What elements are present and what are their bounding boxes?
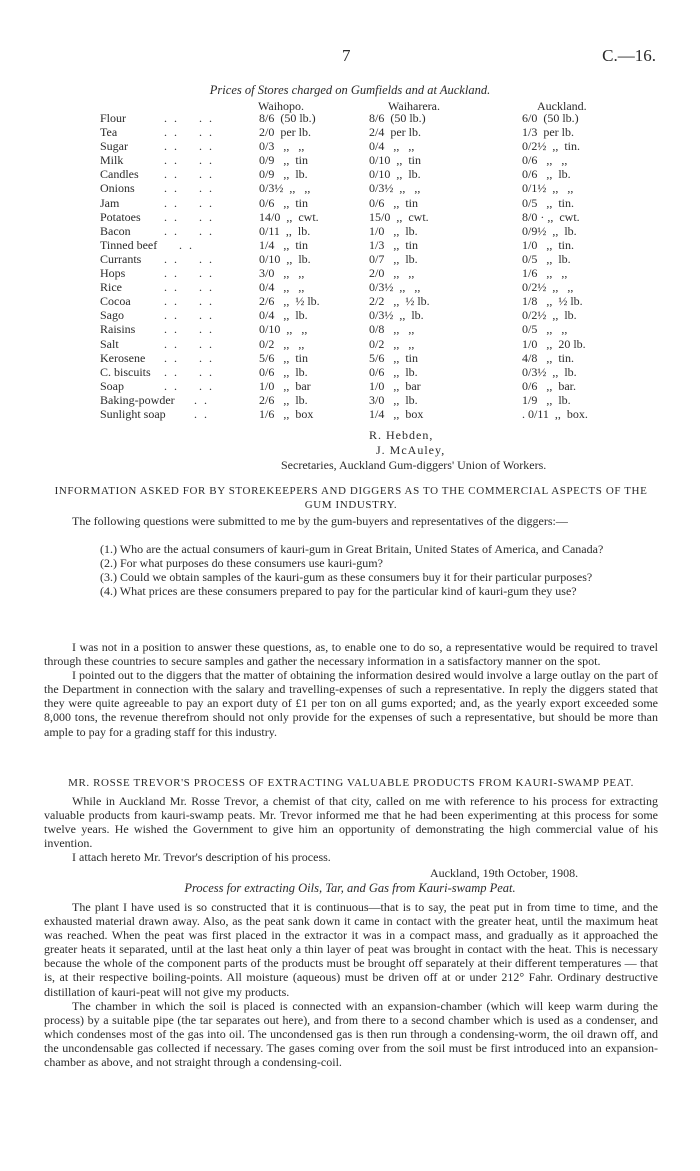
price-waihopo: 3/0 ,, ,,: [259, 266, 305, 281]
leader-dots: . . . .: [164, 223, 214, 238]
table-row: [0, 294, 700, 308]
leader-dots: . . . .: [164, 251, 214, 266]
price-waiharera: 2/0 ,, ,,: [369, 266, 415, 281]
price-waiharera: 0/10 ,, lb.: [369, 167, 421, 182]
table-row: [0, 407, 700, 421]
item-name: Tea: [100, 125, 118, 140]
price-waihopo: 1/4 ,, tin: [259, 237, 309, 252]
price-waihopo: 0/6 ,, tin: [259, 195, 309, 210]
item-name: Cocoa: [100, 294, 131, 309]
price-waihopo: 0/4 ,, lb.: [259, 308, 308, 323]
table-row: [0, 238, 700, 252]
document-reference: C.—16.: [602, 46, 656, 65]
price-waiharera: 1/4 ,, box: [369, 406, 424, 421]
page-number: 7: [342, 46, 351, 65]
table-title: Prices of Stores charged on Gumfields and at Auckland.: [209, 83, 491, 97]
item-name: Rice: [100, 280, 122, 295]
price-auckland: 0/9½ ,, lb.: [522, 223, 577, 238]
leader-dots: . . . .: [164, 280, 214, 295]
price-waiharera: 0/6 ,, lb.: [369, 364, 418, 379]
item-name: Milk: [100, 153, 124, 168]
section-heading-information: INFORMATION ASKED FOR BY STOREKEEPERS AND DIGGERS AS TO THE COMMERCIAL ASPECTS OF THE GUM INDUSTRY.: [54, 485, 648, 512]
table-row: [0, 139, 700, 153]
leader-dots: . .: [164, 406, 209, 421]
item-name: Tinned beef: [100, 237, 158, 252]
table-row: [0, 365, 700, 379]
leader-dots: . . . .: [164, 294, 214, 309]
price-auckland: 0/5 ,, lb.: [522, 251, 571, 266]
paragraph-block-3: [44, 900, 658, 1069]
price-auckland: . 0/11 ,, box.: [522, 406, 588, 421]
price-auckland: 0/2½ ,, tin.: [522, 139, 581, 154]
column-header-waiharera: Waiharera.: [388, 99, 440, 113]
price-auckland: 1/9 ,, lb.: [522, 392, 571, 407]
table-row: [0, 308, 700, 322]
price-waiharera: 0/3½ ,, lb.: [369, 308, 424, 323]
price-waihopo: 5/6 ,, tin: [259, 350, 309, 365]
table-row: [0, 379, 700, 393]
price-waihopo: 14/0 ,, cwt.: [259, 209, 319, 224]
price-waiharera: 2/2 ,, ½ lb.: [369, 294, 430, 309]
price-waiharera: 0/10 ,, tin: [369, 153, 422, 168]
price-waihopo: 0/6 ,, lb.: [259, 364, 308, 379]
price-waiharera: 0/8 ,, ,,: [369, 322, 415, 337]
price-auckland: 0/6 ,, ,,: [522, 153, 568, 168]
price-auckland: 0/3½ ,, lb.: [522, 364, 577, 379]
table-row: [0, 280, 700, 294]
price-waihopo: 0/4 ,, ,,: [259, 280, 305, 295]
signature-title: Secretaries, Auckland Gum-diggers' Union of Workers.: [281, 458, 547, 472]
price-waiharera: 3/0 ,, lb.: [369, 392, 418, 407]
signature-name-mcauley: J. McAuley,: [376, 443, 446, 457]
table-row: [0, 196, 700, 210]
paragraph-not-in-position: I was not in a position to answer these questions, as, to enable one to do so, a representative would be required to travel through these countries to secure samples and gather the necessary information in a satisfactory manner on the spot.: [44, 640, 658, 669]
price-auckland: 0/2½ ,, lb.: [522, 308, 577, 323]
price-auckland: 8/0 · ,, cwt.: [522, 209, 580, 224]
table-row: [0, 224, 700, 238]
table-row: [0, 111, 700, 125]
price-waiharera: 0/4 ,, ,,: [369, 139, 415, 154]
price-waihopo: 0/10 ,, ,,: [259, 322, 308, 337]
price-waihopo: 2/0 per lb.: [259, 125, 311, 140]
price-waiharera: 5/6 ,, tin: [369, 350, 419, 365]
process-subtitle: Process for extracting Oils, Tar, and Gas from Kauri-swamp Peat.: [184, 881, 516, 895]
leader-dots: . . . .: [164, 195, 214, 210]
price-auckland: 1/8 ,, ½ lb.: [522, 294, 583, 309]
item-name: Bacon: [100, 223, 131, 238]
table-row: [0, 393, 700, 407]
item-name: Sunlight soap: [100, 406, 166, 421]
item-name: Baking-powder: [100, 392, 175, 407]
price-waiharera: 1/0 ,, lb.: [369, 223, 418, 238]
column-header-waihopo: Waihopo.: [258, 99, 305, 113]
price-waiharera: 0/6 ,, tin: [369, 195, 419, 210]
paragraph-chamber: The chamber in which the soil is placed is connected with an expansion-chamber (which will keep warm during the process) by a suitable pipe (the tar separates out here), and from there to a second chamber which is used as a condenser, and which condenses most of the gas into oil. The uncondensed gas is then run through a condensing-worm, the oil drawn off, and the uncondensable gas collected if necessary. The gases coming over from the soil must be first introduced into an expansion-chamber as above, and not straight through a condensing-coil.: [44, 998, 658, 1070]
table-row: [0, 322, 700, 336]
leader-dots: . . . .: [164, 266, 214, 281]
item-name: Jam: [100, 195, 120, 210]
price-waihopo: 0/3½ ,, ,,: [259, 181, 311, 196]
price-auckland: 1/0 ,, tin.: [522, 237, 575, 252]
paragraph-intro: [44, 514, 658, 528]
item-name: Raisins: [100, 322, 136, 337]
table-row: [0, 210, 700, 224]
leader-dots: . . . .: [164, 378, 214, 393]
column-header-auckland: Auckland.: [537, 99, 587, 113]
price-waiharera: 8/6 (50 lb.): [369, 111, 426, 125]
price-waiharera: 0/3½ ,, ,,: [369, 280, 421, 295]
item-name: Salt: [100, 336, 119, 351]
leader-dots: . . . .: [164, 350, 214, 365]
item-name: Hops: [100, 266, 126, 281]
letter-date: Auckland, 19th October, 1908.: [430, 866, 579, 880]
leader-dots: . . . .: [164, 153, 214, 168]
item-name: Candles: [100, 167, 139, 182]
price-waihopo: 0/3 ,, ,,: [259, 139, 305, 154]
item-name: Potatoes: [100, 209, 141, 224]
question-list: [100, 542, 658, 598]
price-waiharera: 1/3 ,, tin: [369, 237, 419, 252]
leader-dots: . .: [164, 392, 209, 407]
price-waihopo: 1/0 ,, bar: [259, 378, 311, 393]
table-row: [0, 351, 700, 365]
price-auckland: 1/3 per lb.: [522, 125, 574, 140]
paragraph-block-2: [44, 794, 658, 864]
price-table: [0, 111, 700, 421]
price-waiharera: 15/0 ,, cwt.: [369, 209, 429, 224]
price-waihopo: 8/6 (50 lb.): [259, 111, 316, 125]
price-waihopo: 0/2 ,, ,,: [259, 336, 305, 351]
price-waihopo: 0/9 ,, tin: [259, 153, 309, 168]
price-auckland: 1/0 ,, 20 lb.: [522, 336, 586, 351]
price-waihopo: 2/6 ,, ½ lb.: [259, 294, 320, 309]
price-waiharera: 1/0 ,, bar: [369, 378, 421, 393]
price-auckland: 0/6 ,, bar.: [522, 378, 576, 393]
price-auckland: 0/6 ,, lb.: [522, 167, 571, 182]
leader-dots: . . . .: [164, 364, 214, 379]
leader-dots: . . . .: [164, 125, 214, 140]
price-auckland: 6/0 (50 lb.): [522, 111, 579, 125]
leader-dots: . . . .: [164, 139, 214, 154]
question-item: (2.) For what purposes do these consumers use kauri-gum?: [100, 556, 383, 571]
table-row: [0, 252, 700, 266]
price-waihopo: 0/9 ,, lb.: [259, 167, 308, 182]
price-auckland: 0/2½ ,, ,,: [522, 280, 574, 295]
price-waiharera: 0/3½ ,, ,,: [369, 181, 421, 196]
question-item: (1.) Who are the actual consumers of kauri-gum in Great Britain, United States of America, and Canada?: [100, 542, 604, 556]
price-auckland: 0/1½ ,, ,,: [522, 181, 574, 196]
item-name: Onions: [100, 181, 135, 196]
table-row: [0, 153, 700, 167]
question-item: (4.) What prices are these consumers prepared to pay for the particular kind of kauri-gum they use?: [100, 584, 577, 599]
price-auckland: 0/5 ,, ,,: [522, 322, 568, 337]
paragraph-pointed-out: I pointed out to the diggers that the matter of obtaining the information desired would involve a large outlay on the part of the Department in connection with the salary and travelling-expenses of such a representative. In reply the diggers stated that they were quite agreeable to pay an export duty of £1 per ton on all gums exported; and, as the yearly export exceeded some 8,000 tons, the revenue therefrom should not only provide for the expenses of such a representative, but should be more than ample to pay for a grading staff for this industry.: [44, 668, 658, 739]
table-row: [0, 266, 700, 280]
paragraph-plant: The plant I have used is so constructed that it is continuous—that is to say, the peat put in from time to time, and the exhausted material drawn away. Also, as the peat sank down it came in contact with the greater heat, until the maximum heat was reached. When the peat was first placed in the extractor it was in a compact mass, and gradually as it approached the greater heats it separated, until at the last heat only a thin layer of peat was brought in contact with the heat. This is necessary because the whole of the component parts of the products must be brought off separately at their different temperatures — that is, at their respective boiling-points. All moisture (aqueous) must be driven off at or under 212° Fahr. Ordinary destructive distillation of kauri-peat will not give my products.: [44, 900, 658, 999]
leader-dots: . . . .: [164, 209, 214, 224]
item-name: Soap: [100, 378, 124, 393]
question-item: (3.) Could we obtain samples of the kauri-gum as these consumers buy it for their particular purposes?: [100, 570, 593, 585]
price-auckland: 0/5 ,, tin.: [522, 195, 575, 210]
item-name: C. biscuits: [100, 364, 151, 379]
price-auckland: 1/6 ,, ,,: [522, 266, 568, 281]
table-row: [0, 167, 700, 181]
leader-dots: . . . .: [164, 308, 214, 323]
leader-dots: . . . .: [164, 336, 214, 351]
item-name: Currants: [100, 251, 142, 266]
price-waihopo: 1/6 ,, box: [259, 406, 314, 421]
table-row: [0, 125, 700, 139]
price-waihopo: 0/11 ,, lb.: [259, 223, 311, 238]
price-waihopo: 2/6 ,, lb.: [259, 392, 308, 407]
paragraph-block-1: [44, 640, 658, 739]
section-heading-trevor-process: MR. ROSSE TREVOR'S PROCESS OF EXTRACTING VALUABLE PRODUCTS FROM KAURI-SWAMP PEAT.: [68, 777, 634, 789]
intro-text: The following questions were submitted to me by the gum-buyers and representatives of the diggers:—: [72, 514, 568, 528]
item-name: Sugar: [100, 139, 128, 154]
price-auckland: 4/8 ,, tin.: [522, 350, 575, 365]
signature-name-hebden: R. Hebden,: [369, 428, 434, 442]
table-row: [0, 337, 700, 351]
price-waiharera: 0/7 ,, lb.: [369, 251, 418, 266]
leader-dots: . .: [164, 237, 194, 252]
leader-dots: . . . .: [164, 111, 214, 125]
leader-dots: . . . .: [164, 322, 214, 337]
item-name: Flour: [100, 111, 127, 125]
leader-dots: . . . .: [164, 181, 214, 196]
leader-dots: . . . .: [164, 167, 214, 182]
item-name: Kerosene: [100, 350, 146, 365]
price-waihopo: 0/10 ,, lb.: [259, 251, 311, 266]
table-row: [0, 181, 700, 195]
price-waiharera: 0/2 ,, ,,: [369, 336, 415, 351]
paragraph-attach-hereto: I attach hereto Mr. Trevor's description of his process.: [72, 850, 331, 865]
price-waiharera: 2/4 per lb.: [369, 125, 421, 140]
paragraph-while-in-auckland: While in Auckland Mr. Rosse Trevor, a chemist of that city, called on me with reference to his process for extracting valuable products from kauri-swamp peats. Mr. Trevor informed me that he had been experimenting at this process for some twelve years. He wished the Government to give him an opportunity of demonstrating the high commercial value of his invention.: [44, 794, 658, 851]
item-name: Sago: [100, 308, 124, 323]
